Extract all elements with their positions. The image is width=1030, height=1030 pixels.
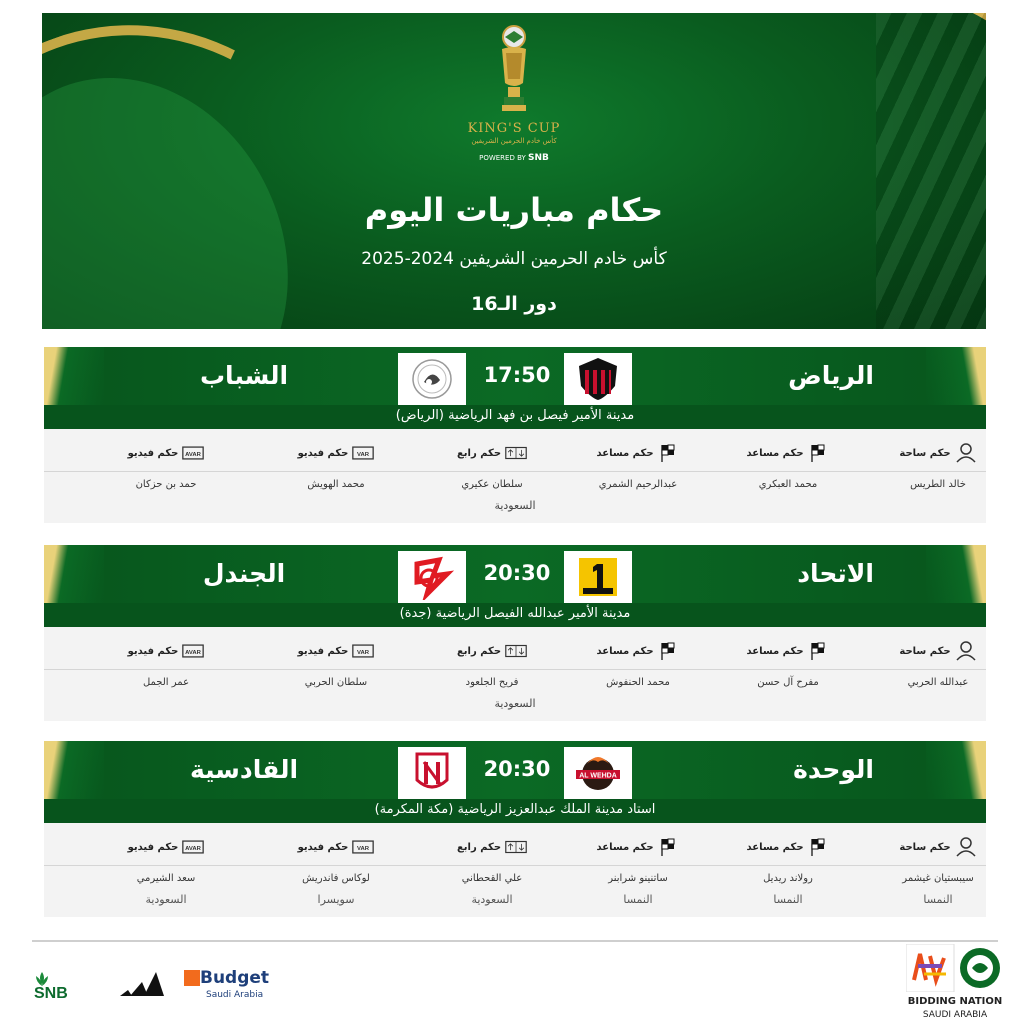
role-label: حكم مساعد bbox=[746, 841, 804, 853]
official-name: ساتنينو شرابنر bbox=[608, 873, 668, 884]
official-name: مفرح آل حسن bbox=[757, 677, 819, 688]
kings-cup-trophy-icon bbox=[496, 23, 532, 119]
role-label: حكم رابع bbox=[456, 841, 502, 853]
var-icon-label: VAR bbox=[357, 451, 370, 458]
kings-cup-wordmark: KING'S CUP bbox=[467, 121, 561, 136]
official-nationality: السعودية bbox=[145, 893, 187, 906]
role-label: حكم ساحة bbox=[899, 447, 951, 459]
svg-text:AL WEHDA: AL WEHDA bbox=[579, 772, 617, 780]
official-role-avar bbox=[96, 437, 236, 469]
kickoff-time: 17:50 bbox=[483, 363, 551, 387]
official-role-main_referee bbox=[868, 635, 1008, 667]
match-header bbox=[44, 347, 986, 405]
role-label: حكم فيديو bbox=[297, 841, 349, 853]
adidas-logo bbox=[116, 968, 166, 1000]
var-screen-icon bbox=[352, 642, 374, 660]
officials-nationality: السعودية bbox=[494, 697, 536, 710]
hero-banner bbox=[42, 13, 986, 329]
officials-divider bbox=[44, 471, 986, 472]
role-label: حكم مساعد bbox=[596, 841, 654, 853]
official-nationality: سويسرا bbox=[317, 893, 355, 906]
kings-cup-arabic-wordmark: كأس خادم الحرمين الشريفين bbox=[471, 137, 557, 145]
away-team-name: الشباب bbox=[199, 361, 289, 390]
official-name: سلطان عكيري bbox=[461, 479, 523, 490]
referee-whistle-icon bbox=[955, 838, 977, 856]
official-role-assistant bbox=[568, 831, 708, 863]
venue-name: مدينة الأمير عبدالله الفيصل الرياضية (جدة) bbox=[44, 603, 986, 627]
assistant-flag-icon bbox=[808, 838, 830, 856]
official-role-var bbox=[266, 437, 406, 469]
assistant-flag-icon bbox=[658, 838, 680, 856]
official-name: سعد الشيرمي bbox=[136, 873, 196, 884]
assistant-flag-icon bbox=[808, 444, 830, 462]
round-label: دور الـ16 bbox=[471, 293, 557, 315]
role-label: حكم مساعد bbox=[746, 447, 804, 459]
away-team-logo bbox=[398, 353, 466, 405]
home-team-name: الوحدة bbox=[793, 755, 874, 784]
powered-by-label: POWERED BY bbox=[479, 154, 526, 162]
officials-divider bbox=[44, 669, 986, 670]
home-team-name: الرياض bbox=[788, 361, 874, 390]
avar-screen-icon bbox=[182, 642, 204, 660]
bidding-nation-title: BIDDING NATION bbox=[907, 996, 1003, 1007]
official-role-fourth bbox=[422, 831, 562, 863]
official-role-avar bbox=[96, 831, 236, 863]
officials-panel bbox=[44, 429, 986, 523]
avar-icon-label: AVAR bbox=[185, 451, 202, 458]
official-role-assistant bbox=[718, 437, 858, 469]
role-label: حكم ساحة bbox=[899, 841, 951, 853]
avar-icon-label: AVAR bbox=[185, 649, 202, 656]
band-gold-accent-right bbox=[926, 347, 986, 405]
var-icon-label: VAR bbox=[357, 845, 370, 852]
official-name: رولاند ريديل bbox=[763, 873, 813, 884]
official-name: محمد الحنفوش bbox=[606, 677, 670, 688]
away-team-logo bbox=[398, 747, 466, 799]
official-role-main_referee bbox=[868, 831, 1008, 863]
match-card bbox=[44, 741, 986, 917]
budget-logo-text: Budget bbox=[200, 968, 270, 988]
official-nationality: النمسا bbox=[773, 893, 803, 906]
role-label: حكم مساعد bbox=[596, 645, 654, 657]
substitution-board-icon bbox=[505, 642, 527, 660]
band-gold-accent-right bbox=[926, 741, 986, 799]
budget-logo-subtitle: Saudi Arabia bbox=[206, 990, 264, 1000]
footer-divider bbox=[32, 940, 998, 942]
officials-divider bbox=[44, 865, 986, 866]
official-name: فريح الجلعود bbox=[465, 677, 519, 688]
official-role-main_referee bbox=[868, 437, 1008, 469]
kickoff-time: 20:30 bbox=[483, 561, 551, 585]
official-role-fourth bbox=[422, 437, 562, 469]
away-team-name: الجندل bbox=[202, 559, 286, 588]
home-team-name: الاتحاد bbox=[797, 559, 874, 588]
snb-logo bbox=[32, 968, 98, 1000]
referee-whistle-icon bbox=[955, 444, 977, 462]
match-header bbox=[44, 545, 986, 603]
away-team-name: القادسية bbox=[189, 755, 299, 784]
band-gold-accent-right bbox=[926, 545, 986, 603]
official-role-assistant bbox=[568, 437, 708, 469]
official-role-avar bbox=[96, 635, 236, 667]
officials-panel bbox=[44, 823, 986, 917]
role-label: حكم فيديو bbox=[297, 645, 349, 657]
officials-nationality: السعودية bbox=[494, 499, 536, 512]
match-card bbox=[44, 545, 986, 721]
official-role-assistant bbox=[568, 635, 708, 667]
role-label: حكم رابع bbox=[456, 447, 502, 459]
page-title: حكام مباريات اليوم bbox=[364, 191, 664, 229]
official-name: عمر الجمل bbox=[142, 677, 190, 688]
official-name: محمد العبكري bbox=[758, 479, 818, 490]
role-label: حكم فيديو bbox=[297, 447, 349, 459]
official-nationality: النمسا bbox=[623, 893, 653, 906]
band-gold-accent-left bbox=[44, 347, 104, 405]
avar-icon-label: AVAR bbox=[185, 845, 202, 852]
hero-stripes bbox=[876, 13, 986, 329]
official-role-assistant bbox=[718, 831, 858, 863]
venue-name: مدينة الأمير فيصل بن فهد الرياضية (الرياض) bbox=[44, 405, 986, 429]
official-name: سيبستيان غيشمر bbox=[902, 873, 974, 884]
match-header bbox=[44, 741, 986, 799]
role-label: حكم فيديو bbox=[127, 841, 179, 853]
official-name: عبدالرحيم الشمري bbox=[598, 479, 678, 490]
budget-flag-icon bbox=[184, 970, 200, 986]
official-nationality: السعودية bbox=[471, 893, 513, 906]
bidding-nation-logos bbox=[906, 944, 1004, 992]
assistant-flag-icon bbox=[658, 642, 680, 660]
official-role-var bbox=[266, 831, 406, 863]
avar-screen-icon bbox=[182, 444, 204, 462]
powered-by bbox=[42, 153, 986, 163]
official-name: عبدالله الحربي bbox=[907, 677, 969, 688]
role-label: حكم رابع bbox=[456, 645, 502, 657]
band-gold-accent-left bbox=[44, 741, 104, 799]
var-screen-icon bbox=[352, 838, 374, 856]
substitution-board-icon bbox=[505, 444, 527, 462]
home-team-logo bbox=[564, 747, 632, 799]
official-name: لوكاس فاندريش bbox=[302, 873, 370, 884]
official-name: محمد الهويش bbox=[307, 479, 365, 490]
role-label: حكم فيديو bbox=[127, 645, 179, 657]
official-name: سلطان الحربي bbox=[304, 677, 368, 688]
official-nationality: النمسا bbox=[923, 893, 953, 906]
hero-gold-swoosh-left bbox=[42, 13, 456, 329]
official-name: علي القحطاني bbox=[461, 873, 523, 884]
referee-whistle-icon bbox=[955, 642, 977, 660]
var-screen-icon bbox=[352, 444, 374, 462]
substitution-board-icon bbox=[505, 838, 527, 856]
powered-by-brand: SNB bbox=[528, 153, 549, 163]
band-gold-accent-left bbox=[44, 545, 104, 603]
official-name: حمد بن حزكان bbox=[135, 479, 197, 490]
assistant-flag-icon bbox=[808, 642, 830, 660]
bidding-nation-subtitle: SAUDI ARABIA bbox=[922, 1010, 988, 1020]
kickoff-time: 20:30 bbox=[483, 757, 551, 781]
official-role-var bbox=[266, 635, 406, 667]
avar-screen-icon bbox=[182, 838, 204, 856]
home-team-logo bbox=[564, 353, 632, 405]
officials-panel bbox=[44, 627, 986, 721]
venue-name: استاد مدينة الملك عبدالعزيز الرياضية (مكة المكرمة) bbox=[44, 799, 986, 823]
role-label: حكم ساحة bbox=[899, 645, 951, 657]
home-team-logo bbox=[564, 551, 632, 603]
away-team-logo bbox=[398, 551, 466, 603]
official-role-fourth bbox=[422, 635, 562, 667]
official-role-assistant bbox=[718, 635, 858, 667]
competition-subtitle: كأس خادم الحرمين الشريفين 2024-2025 bbox=[361, 249, 667, 269]
official-name: خالد الطريس bbox=[910, 479, 966, 490]
snb-text: SNB bbox=[34, 985, 68, 1000]
role-label: حكم فيديو bbox=[127, 447, 179, 459]
match-card bbox=[44, 347, 986, 523]
role-label: حكم مساعد bbox=[746, 645, 804, 657]
assistant-flag-icon bbox=[658, 444, 680, 462]
role-label: حكم مساعد bbox=[596, 447, 654, 459]
var-icon-label: VAR bbox=[357, 649, 370, 656]
